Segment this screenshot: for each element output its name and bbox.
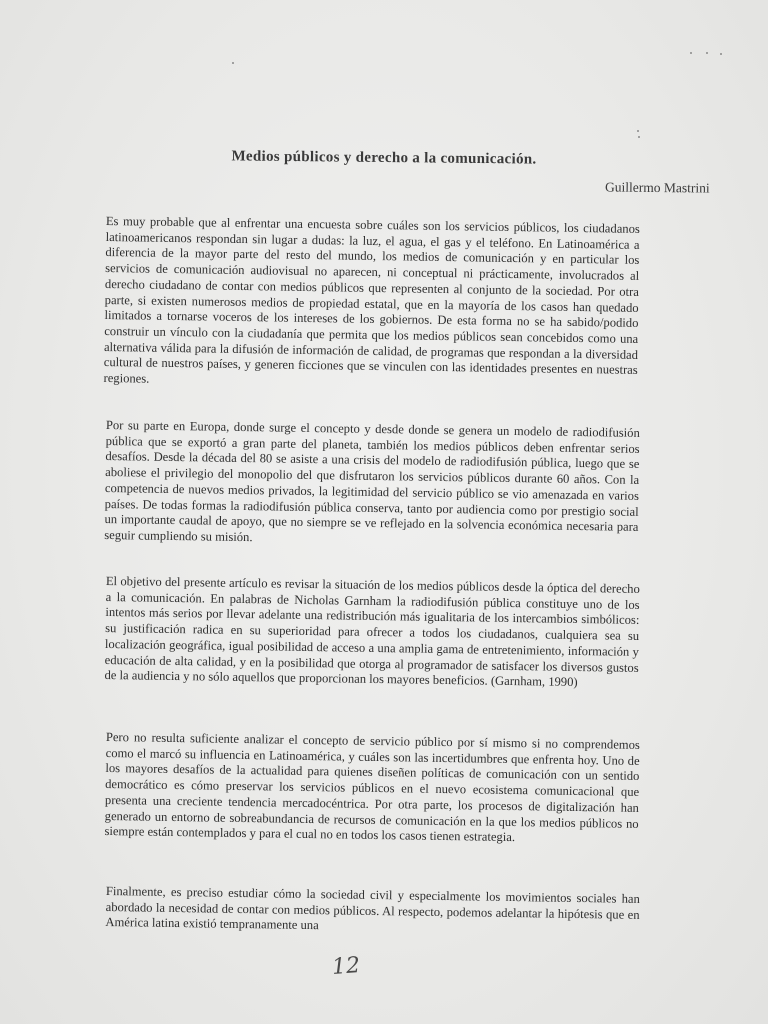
scan-speck — [637, 130, 639, 132]
paragraph: Finalmente, es preciso estudiar cómo la sociedad civil y especialmente los movimientos sociales han abordado la necesidad de contar con medios públicos. Al respecto, podemos adelantar la hipótesis que en América latina existió tempranamente una — [105, 884, 640, 933]
scan-speck — [638, 136, 640, 138]
document-title: Medios públicos y derecho a la comunicación. — [231, 148, 537, 168]
scan-speck — [706, 52, 708, 54]
paragraph: El objetivo del presente artículo es revisar la situación de los medios públicos desde la óptica del derecho a la comunicación. En palabras de Nicholas Garnham la radiodifusión pública constituye uno de los intentos más serios por llevar adelante una redistribución más igualitaria de los intercambios simbólicos: su justificación radica en su superioridad para ofrecer a todos los ciudadanos, cualquiera sea su localización geográfica, igual posibilidad de acceso a una amplia gama de entretenimiento, información y educación de alta calidad, y en la posibilidad que otorga al programador de satisfacer los diversos gustos de la audiencia y no sólo aquellos que proporcionan los mayores beneficios. (Garnham, 1990) — [104, 574, 640, 690]
document-author: Guillermo Mastrini — [605, 179, 711, 196]
paragraph: Es muy probable que al enfrentar una encuesta sobre cuáles son los servicios públicos, los ciudadanos latinoamericanos respondan sin lugar a dudas: la luz, el agua, el gas y el teléfono. En Latinoamérica a diferencia de la mayor parte del resto del mundo, los medios de comunicación y en particular los servicios de comunicación audiovisual no aparecen, ni conceptual ni prácticamente, involucrados al derecho ciudadano de contar con medios públicos que representen al conjunto de la sociedad. Por otra parte, si existen numerosos medios de propiedad estatal, que en la mayoría de los casos han quedado limitados a tornarse voceros de los intereses de los gobiernos. De esta forma no se ha sabido/podido construir un vínculo con la ciudadanía que permita que los medios públicos sean concebidos como una alternativa válida para la difusión de información de calidad, de programas que respondan a la diversidad cultural de nuestros países, y generen ficciones que se vinculen con las identidades presentes en nuestras regiones. — [103, 214, 640, 386]
scan-speck — [232, 62, 234, 64]
paragraph: Por su parte en Europa, donde surge el concepto y desde donde se genera un modelo de radiodifusión pública que se exportó a gran parte del planeta, también los medios públicos deben enfrentar serios desafíos. Desde la década del 80 se asiste a una crisis del modelo de radiodifusión pública, luego que se aboliese el privilegio del monopolio del que disfrutaron los servicios públicos durante 60 años. Con la competencia de nuevos medios privados, la legitimidad del servicio público se vio amenazada en varios países. De todas formas la radiodifusión pública conserva, tanto por audiencia como por prestigio social un importante caudal de apoyo, que no siempre se ve reflejado en la solvencia económica necesaria para seguir cumpliendo su misión. — [104, 418, 640, 545]
scan-speck — [720, 53, 722, 55]
handwritten-page-number: 12 — [331, 953, 361, 980]
paragraph: Pero no resulta suficiente analizar el concepto de servicio público por sí mismo si no comprendemos como el marcó su influencia en Latinoamérica, y cuáles son las incertidumbres que enfrenta hoy. Uno de los mayores desafíos de la actualidad para quienes diseñen políticas de comunicación con un sentido democrático es cómo preservar los servicios públicos en el nuevo ecosistema comunicacional que presenta una creciente tendencia mercadocéntrica. Por otra parte, los procesos de digitalización han generado un entorno de sobreabundancia de recursos de comunicación en la que los medios públicos no siempre están contemplados y para el cual no en todos los casos tienen estrategia. — [104, 730, 640, 845]
scan-speck — [690, 52, 692, 54]
